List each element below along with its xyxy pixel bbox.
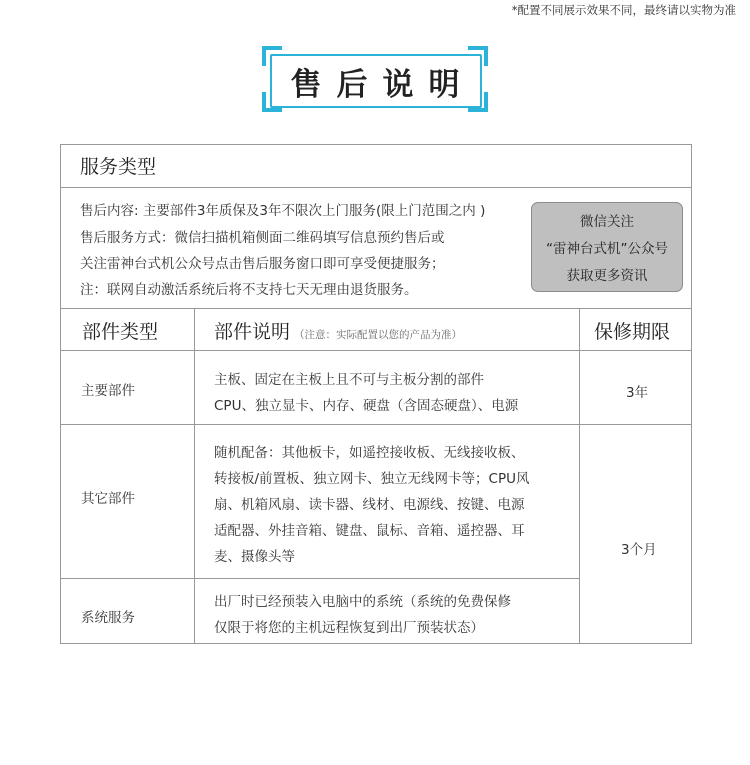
wechat-follow-box [531,202,683,292]
row-desc-line: 主板、固定在主板上且不可与主板分割的部件 [214,372,484,388]
service-method-line: 售后服务方式：微信扫描机箱侧面二维码填写信息预约售后或 [80,230,445,246]
wechat-line: 获取更多资讯 [566,268,648,284]
row-desc-line: CPU、独立显卡、内存、硬盘（含固态硬盘）、电源 [214,398,519,414]
column-header-desc [214,317,462,344]
divider [60,578,580,579]
divider [60,350,692,351]
return-policy-note: 注：联网自动激活系统后将不支持七天无理由退货服务。 [80,282,418,298]
divider [60,424,692,425]
row-desc-line: 出厂时已经预装入电脑中的系统（系统的免费保修 [214,594,511,610]
column-header-warranty: 保修期限 [594,321,671,343]
row-warranty-main: 3年 [626,385,649,401]
row-desc-line: 麦、摄像头等 [214,549,295,565]
row-desc-line: 适配器、外挂音箱、键盘、鼠标、音箱、遥控器、耳 [214,523,525,539]
divider [60,308,692,309]
column-divider [579,308,580,644]
column-header-type: 部件类型 [82,321,159,343]
column-header-hint: （注意：实际配置以您的产品为准） [294,329,463,341]
row-desc-line: 扇、机箱风扇、读卡器、线材、电源线、按键、电源 [214,497,525,513]
service-type-heading: 服务类型 [80,156,157,178]
row-desc-line: 仅限于将您的主机远程恢复到出厂预装状态） [214,620,484,636]
row-desc-line: 随机配备：其他板卡，如遥控接收板、无线接收板、 [214,445,525,461]
wechat-line: 微信关注 [580,214,634,230]
row-desc-line: 转接板/前置板、独立网卡、独立无线网卡等；CPU风 [214,471,530,487]
column-header-desc-label: 部件说明 [214,321,291,343]
page-title: 售后说明 [290,67,475,103]
row-type-system: 系统服务 [81,610,135,626]
column-divider [194,308,195,644]
divider [60,187,692,188]
row-warranty-other: 3个月 [621,542,657,558]
service-method-line: 关注雷神台式机公众号点击售后服务窗口即可享受便捷服务； [80,256,445,272]
disclaimer-note: *配置不同展示效果不同，最终请以实物为准 [511,3,736,17]
service-content-line: 售后内容: 主要部件3年质保及3年不限次上门服务(限上门范围之内 ) [80,203,486,219]
row-type-other: 其它部件 [81,491,135,507]
title-banner [262,46,488,112]
wechat-line: “雷神台式机”公众号 [546,241,668,257]
row-type-main: 主要部件 [81,383,135,399]
